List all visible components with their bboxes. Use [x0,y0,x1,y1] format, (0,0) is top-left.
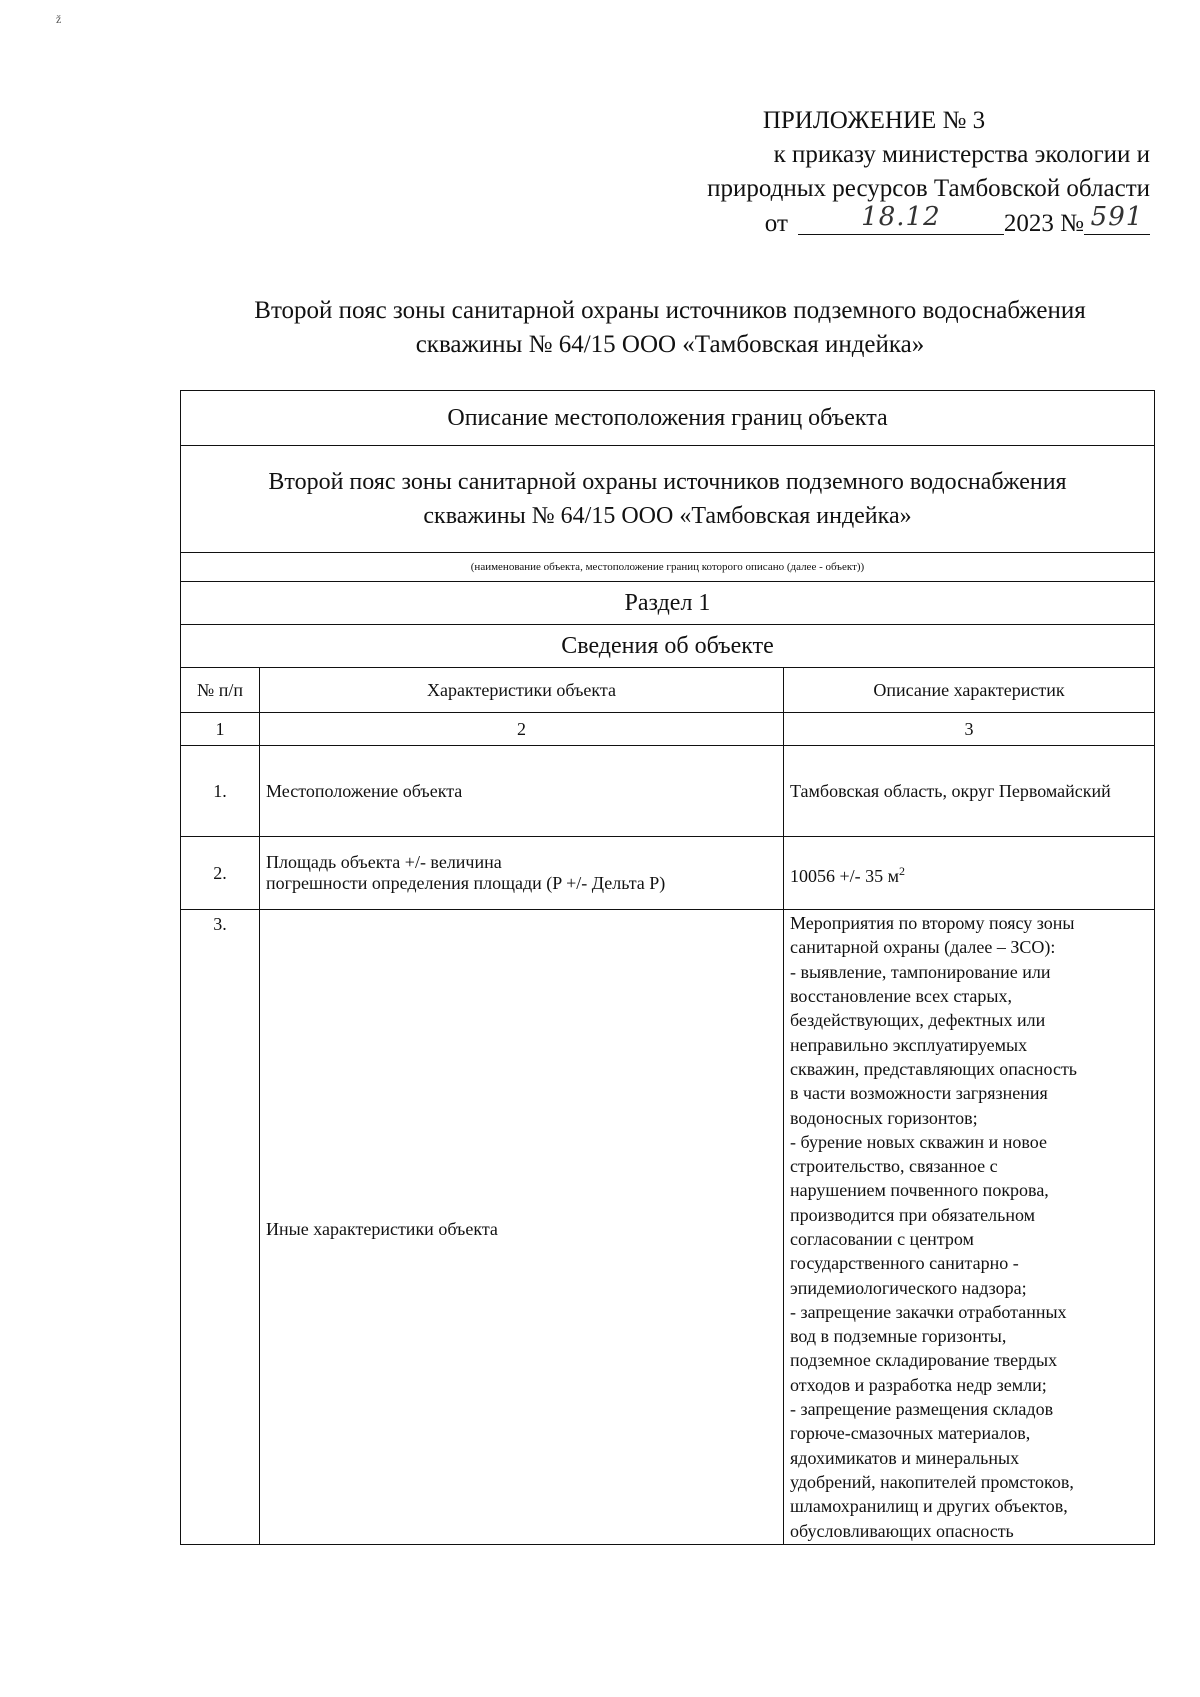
measure-line: нарушением почвенного покрова, [790,1180,1049,1201]
row-number: 1. [181,746,260,837]
characteristic-line-2: погрешности определения площади (P +/- Дельта P) [266,873,666,893]
measure-line: обусловливающих опасность [790,1520,1014,1541]
measure-line: Мероприятия по второму поясу зоны [790,913,1075,934]
measure-line: - выявление, тампонирование или [790,961,1051,982]
object-name-line-1: Второй пояс зоны санитарной охраны источников подземного водоснабжения [268,469,1067,495]
row-number: 2. [181,837,260,910]
measure-line: государственного санитарно - [790,1253,1019,1274]
row-description [784,910,1155,1545]
object-description-table [180,390,1155,1545]
row-description: Тамбовская область, округ Первомайский [784,746,1155,837]
object-name-line-2: скважины № 64/15 ООО «Тамбовская индейка» [423,503,912,529]
description-title: Описание местоположения границ объекта [181,391,1155,446]
measure-line: согласовании с центром [790,1229,974,1249]
measure-line: скважин, представляющих опасность [790,1058,1078,1079]
info-title: Сведения об объекте [181,625,1155,668]
appendix-line-1: к приказу министерства экологии и [773,141,1150,168]
area-unit-exponent: 2 [899,863,906,878]
area-value: 10056 +/- 35 м [790,865,900,886]
column-header-num: № п/п [181,668,260,713]
column-number-1: 1 [181,713,260,746]
row-characteristic: Иные характеристики объекта [260,910,784,1545]
table-row [181,837,1155,910]
section-title: Раздел 1 [181,582,1155,625]
appendix-line-2: природных ресурсов Тамбовской области [707,175,1150,202]
measure-line: удобрений, накопителей промстоков, [790,1471,1074,1492]
measure-line: санитарной охраны (далее – ЗСО): [790,937,1056,958]
order-year-label: 2023 № [1003,210,1084,237]
number-field [1084,202,1150,235]
characteristic-line-1: Площадь объекта +/- величина [266,852,502,872]
column-header-row [181,668,1155,713]
appendix-block [590,104,1150,241]
document-heading [180,294,1160,362]
heading-line-1: Второй пояс зоны санитарной охраны источников подземного водоснабжения [254,297,1086,324]
measure-line: вод в подземные горизонты, [790,1326,1007,1347]
measure-line: - бурение новых скважин и новое [790,1131,1047,1152]
measure-line: - запрещение закачки отработанных [790,1301,1067,1322]
row-characteristic: Местоположение объекта [260,746,784,837]
measure-line: в части возможности загрязнения [790,1083,1048,1104]
measure-line: подземное складирование твердых [790,1350,1058,1371]
appendix-title: ПРИЛОЖЕНИЕ № 3 [762,107,986,134]
corner-mark: ž [56,12,62,26]
measure-line: отходов и разработка недр земли; [790,1374,1047,1395]
date-field [798,202,1004,235]
measure-line: горюче-смазочных материалов, [790,1423,1031,1444]
measure-line: производится при обязательном [790,1204,1035,1225]
measure-line: - запрещение размещения складов [790,1399,1054,1420]
handwritten-date: 18.12 [861,202,941,232]
order-date-line [590,202,1150,241]
measure-line: бездействующих, дефектных или [790,1010,1046,1031]
table-row [181,910,1155,1545]
order-prefix: от [764,210,788,237]
column-number-3: 3 [784,713,1155,746]
measure-line: эпидемиологического надзора; [790,1277,1027,1298]
object-name [181,446,1155,553]
object-name-caption: (наименование объекта, местоположение границ которого описано (далее - объект)) [181,553,1155,582]
measure-line: восстановление всех старых, [790,986,1013,1007]
measure-line: неправильно эксплуатируемых [790,1034,1028,1055]
row-number: 3. [181,910,260,1545]
row-characteristic [260,837,784,910]
measure-line: шламохранилищ и других объектов, [790,1496,1068,1517]
column-header-description: Описание характеристик [784,668,1155,713]
measure-line: водоносных горизонтов; [790,1107,978,1128]
heading-line-2: скважины № 64/15 ООО «Тамбовская индейка» [415,331,925,358]
row-description [784,837,1155,910]
handwritten-number: 591 [1090,202,1144,232]
measure-line: ядохимикатов и минеральных [790,1447,1020,1468]
column-number-row [181,713,1155,746]
column-number-2: 2 [260,713,784,746]
measure-line: строительство, связанное с [790,1156,998,1177]
table-row [181,746,1155,837]
column-header-characteristic: Характеристики объекта [260,668,784,713]
